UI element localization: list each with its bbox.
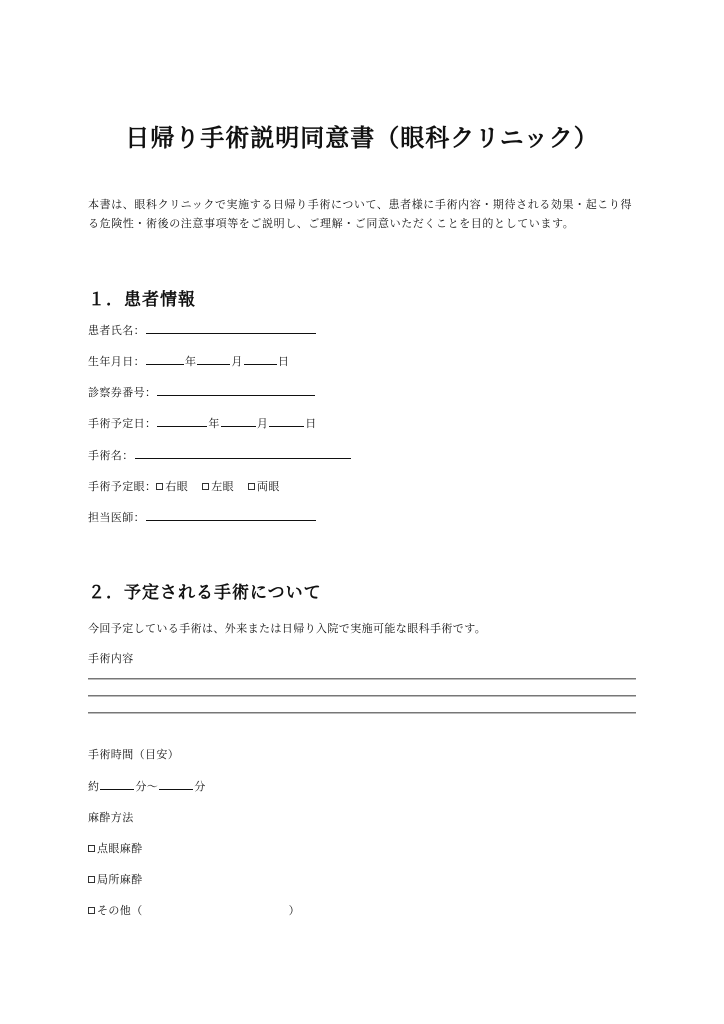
day-unit: 日 (277, 355, 290, 368)
content-line-2[interactable] (88, 695, 636, 697)
patient-name-label: 患者氏名： (88, 324, 145, 337)
time-prefix: 約 (88, 780, 100, 793)
birth-month-field[interactable] (197, 353, 230, 365)
birthdate-label: 生年月日： (88, 355, 145, 368)
surgery-month-field[interactable] (221, 415, 256, 427)
year-unit: 年 (208, 417, 220, 430)
checkbox-right-eye[interactable] (156, 483, 163, 490)
birth-day-field[interactable] (244, 353, 277, 365)
exam-number-field[interactable] (157, 384, 315, 396)
anesthesia-option-local: 局所麻酔 (97, 873, 143, 886)
month-unit: 月 (256, 417, 269, 430)
surgery-day-field[interactable] (269, 415, 304, 427)
checkbox-other-anesthesia[interactable] (88, 907, 95, 914)
eye-option-left: 左眼 (211, 480, 235, 493)
doctor-field[interactable] (146, 509, 316, 521)
birth-year-field[interactable] (146, 353, 184, 365)
intro-paragraph: 本書は、眼科クリニックで実施する日帰り手術について、患者様に手術内容・期待される効果・起こり得る危険性・術後の注意事項等をご説明し、ご理解・ご同意いただくことを目的としています。 (88, 198, 633, 230)
doctor-label: 担当医師： (88, 511, 145, 524)
time-separator: ～ (146, 780, 159, 793)
eye-label: 手術予定眼： (88, 480, 157, 493)
document-title: 日帰り手術説明同意書（眼科クリニック） (125, 124, 599, 152)
checkbox-left-eye[interactable] (202, 483, 209, 490)
content-line-1[interactable] (88, 678, 636, 680)
surgery-time-row (88, 778, 206, 794)
doctor-row (88, 509, 317, 525)
time-unit: 分 (194, 780, 206, 793)
eye-option-both: 両眼 (257, 480, 280, 493)
surgery-date-row (88, 415, 317, 431)
anesthesia-option-row (88, 902, 300, 918)
surgery-name-field[interactable] (135, 447, 351, 459)
birthdate-row (88, 353, 289, 369)
surgery-date-label: 手術予定日： (88, 417, 157, 430)
patient-name-row (88, 322, 317, 338)
eye-option-right: 右眼 (165, 480, 189, 493)
anesthesia-option-row (88, 840, 143, 856)
exam-number-row (88, 384, 316, 400)
anesthesia-option-eyedrop: 点眼麻酔 (97, 842, 143, 855)
surgery-name-label: 手術名： (88, 449, 134, 462)
anesthesia-option-row (88, 871, 143, 887)
section2-heading: ２．予定される手術について (88, 583, 322, 603)
day-unit: 日 (305, 417, 317, 430)
surgery-content-label: 手術内容 (88, 652, 134, 665)
surgery-time-label: 手術時間（目安） (88, 748, 180, 761)
patient-name-field[interactable] (146, 322, 316, 334)
checkbox-eyedrop-anesthesia[interactable] (88, 845, 95, 852)
checkbox-local-anesthesia[interactable] (88, 876, 95, 883)
time-min-field[interactable] (100, 778, 134, 790)
anesthesia-label: 麻酔方法 (88, 811, 134, 824)
time-unit: 分 (135, 780, 147, 793)
section2-description: 今回予定している手術は、外来または日帰り入院で実施可能な眼科手術です。 (88, 622, 487, 635)
surgery-name-row (88, 447, 352, 463)
anesthesia-option-other: その他（ (97, 904, 143, 917)
content-line-3[interactable] (88, 712, 636, 714)
month-unit: 月 (231, 355, 243, 368)
other-close-paren: ） (288, 904, 301, 917)
eye-row (88, 478, 280, 494)
section1-heading: １．患者情報 (88, 290, 196, 310)
surgery-year-field[interactable] (157, 415, 207, 427)
year-unit: 年 (185, 355, 197, 368)
exam-number-label: 診察券番号： (88, 386, 157, 399)
checkbox-both-eyes[interactable] (248, 483, 255, 490)
time-max-field[interactable] (159, 778, 193, 790)
